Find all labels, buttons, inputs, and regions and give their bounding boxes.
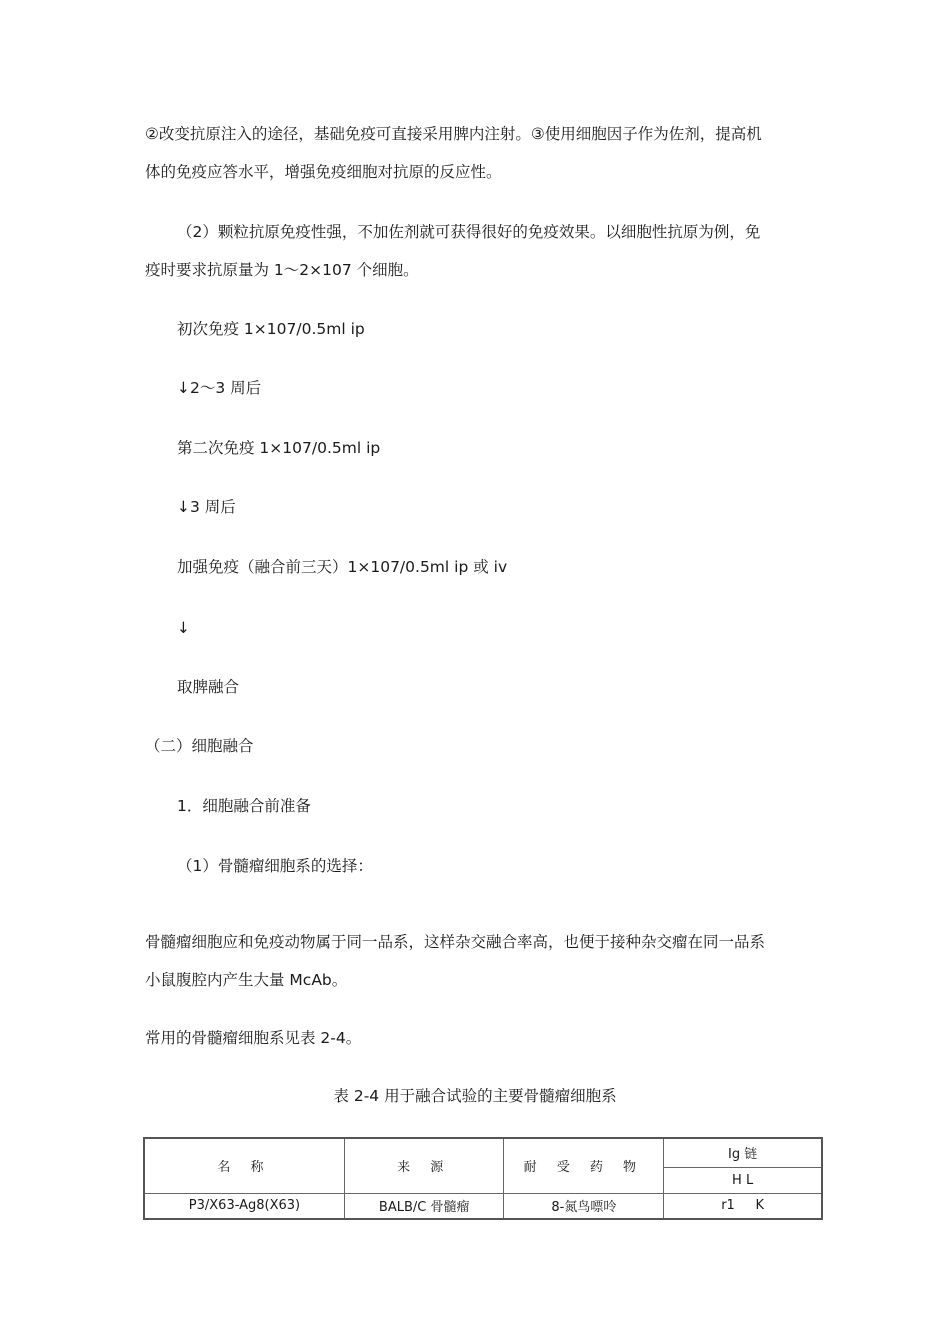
- schedule-arrow-3: ↓: [177, 619, 190, 637]
- paragraph-4: 常用的骨髓瘤细胞系见表 2-4。: [145, 1029, 362, 1047]
- paragraph-3-line-1: 骨髓瘤细胞应和免疫动物属于同一品系，这样杂交融合率高，也便于接种杂交瘤在同一品系: [145, 933, 766, 951]
- paragraph-3-line-2: 小鼠腹腔内产生大量 McAb。: [145, 971, 348, 989]
- cell-source: BALB/C 骨髓瘤: [344, 1193, 504, 1219]
- section-heading-cell-fusion: （二）细胞融合: [145, 737, 254, 755]
- schedule-step-2: 第二次免疫 1×107/0.5ml ip: [177, 439, 381, 457]
- myeloma-cell-table: [143, 1137, 823, 1220]
- header-name: 名 称: [144, 1138, 344, 1193]
- table-caption: 表 2-4 用于融合试验的主要骨髓瘤细胞系: [333, 1087, 617, 1105]
- section-heading-selection: （1）骨髓瘤细胞系的选择：: [177, 857, 373, 875]
- schedule-step-4: 取脾融合: [177, 678, 240, 696]
- paragraph-1-line-1: ②改变抗原注入的途径，基础免疫可直接采用脾内注射。③使用细胞因子作为佐剂，提高机: [145, 125, 762, 143]
- section-heading-preparation: 1．细胞融合前准备: [177, 797, 311, 815]
- paragraph-2-line-1: （2）颗粒抗原免疫性强，不加佐剂就可获得很好的免疫效果。以细胞性抗原为例，免: [177, 223, 761, 241]
- schedule-arrow-2: ↓3 周后: [177, 498, 236, 516]
- schedule-step-1: 初次免疫 1×107/0.5ml ip: [177, 320, 365, 338]
- header-drug: 耐 受 药 物: [504, 1138, 664, 1193]
- cell-name: P3/X63-Ag8(X63): [144, 1193, 344, 1219]
- schedule-arrow-1: ↓2～3 周后: [177, 379, 262, 397]
- cell-ig: r1 K: [664, 1193, 822, 1219]
- table-row: [144, 1193, 822, 1219]
- header-ig-chain: Ig 链: [664, 1138, 822, 1167]
- header-hl: H L: [664, 1167, 822, 1193]
- paragraph-1-line-2: 体的免疫应答水平，增强免疫细胞对抗原的反应性。: [145, 163, 502, 181]
- schedule-step-3: 加强免疫（融合前三天）1×107/0.5ml ip 或 iv: [177, 558, 508, 576]
- paragraph-2-line-2: 疫时要求抗原量为 1～2×107 个细胞。: [145, 261, 419, 279]
- cell-drug: 8-氮鸟嘌呤: [504, 1193, 664, 1219]
- header-source: 来 源: [344, 1138, 504, 1193]
